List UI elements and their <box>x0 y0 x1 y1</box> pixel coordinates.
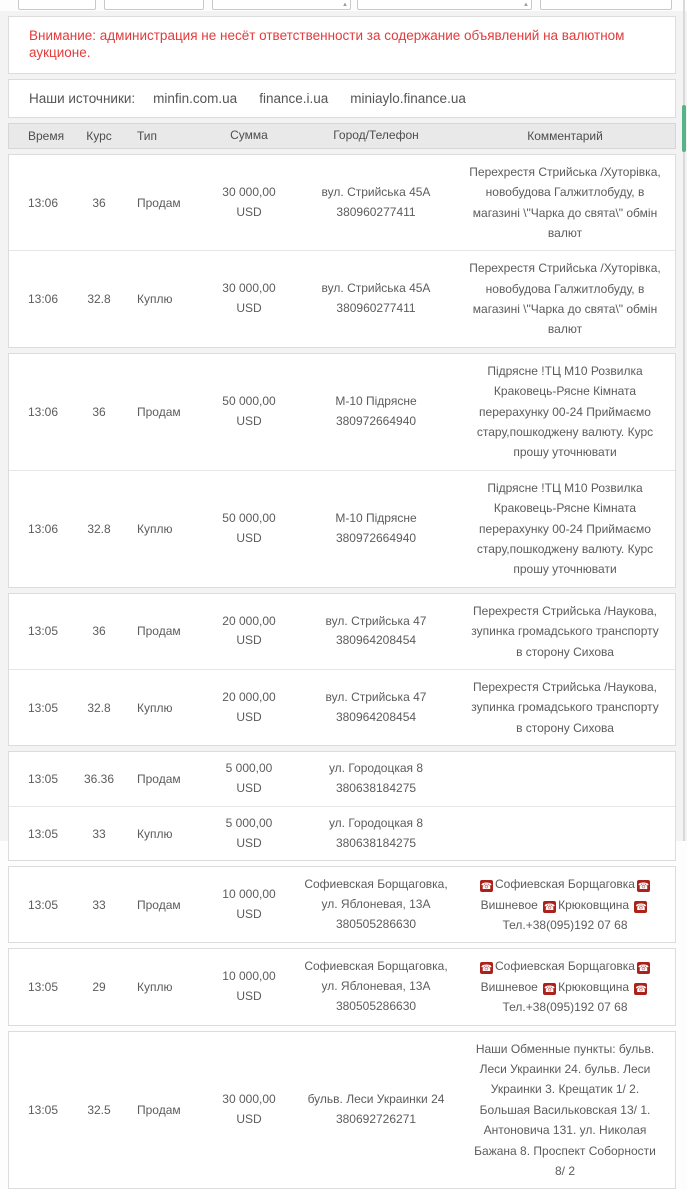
offer-city-phone: бульв. Леси Украинки 24 380692726271 <box>307 1092 445 1127</box>
offer-amount: 30 000,00 USD <box>222 1092 276 1127</box>
phone-icon: ☎ <box>544 983 556 994</box>
column-header-rate: Курс <box>86 128 112 143</box>
offer-comment: Підрясне !ТЦ М10 Розвилка Краковець-Рясне Кімната перерахунку 00-24 Приймаємо стару,пошкоджену валюту. Курс прошу уточнювати <box>476 480 654 577</box>
offer-amount: 5 000,00 USD <box>225 815 273 850</box>
offer-comment: Перехрестя Стрийська /Хуторівка, новобудова Галжитлобуду, в магазині \"Чарка до свята\" обмін валют <box>469 164 661 240</box>
phone-icon: ☎ <box>635 983 647 994</box>
filter-bar <box>0 0 687 11</box>
warning-banner <box>8 16 676 74</box>
offer-type: Куплю <box>137 521 173 536</box>
offer-type: Продам <box>137 897 181 912</box>
offer-comment: Перехрестя Стрийська /Наукова, зупинка громадського транспорту в сторону Сихова <box>471 679 659 735</box>
offer-time: 13:05 <box>28 897 59 912</box>
filter-input-2[interactable] <box>104 0 204 10</box>
column-header-type: Тип <box>137 128 158 143</box>
offer-time: 13:05 <box>28 980 59 995</box>
offer-rate: 36 <box>92 195 106 210</box>
offer-type: Куплю <box>137 980 173 995</box>
offer-city-phone: ул. Городоцкая 8 380638184275 <box>328 815 424 850</box>
phone-icon: ☎ <box>637 881 650 892</box>
offer-city-phone: вул. Стрийська 45А 380960277411 <box>321 281 431 316</box>
offer-comment: Перехрестя Стрийська /Наукова, зупинка громадського транспорту в сторону Сихова <box>471 603 659 659</box>
offer-time: 13:05 <box>28 624 59 639</box>
offer-card <box>8 948 676 1025</box>
offer-city-phone: ул. Городоцкая 8 380638184275 <box>328 761 424 795</box>
sources-bar <box>8 79 676 118</box>
offer-amount: 30 000,00 USD <box>222 281 276 316</box>
filter-input-1[interactable] <box>18 0 96 10</box>
offer-type: Куплю <box>137 826 173 841</box>
phone-icon: ☎ <box>637 963 650 974</box>
offer-amount: 20 000,00 USD <box>222 689 276 724</box>
phone-icon: ☎ <box>635 901 647 912</box>
offer-rate: 29 <box>92 980 106 995</box>
offer-city-phone: вул. Стрийська 45А 380960277411 <box>321 184 431 219</box>
offer-rate: 32.8 <box>87 700 111 715</box>
offer-row[interactable] <box>9 867 675 942</box>
offer-time: 13:05 <box>28 771 59 786</box>
offer-type: Продам <box>137 1103 181 1118</box>
column-header-comment: Комментарий <box>527 128 603 143</box>
filter-input-5[interactable] <box>540 0 672 10</box>
offer-row[interactable] <box>9 594 675 669</box>
offer-city-phone: М-10 Підрясне 380972664940 <box>335 511 417 545</box>
offer-rate: 32.8 <box>87 292 111 307</box>
source-link-miniaylo[interactable]: miniaylo.finance.ua <box>350 90 466 106</box>
offer-card <box>8 866 676 943</box>
offer-list <box>0 154 687 1189</box>
offer-type: Куплю <box>137 700 173 715</box>
offer-amount: 30 000,00 USD <box>222 184 276 219</box>
offer-city-phone: Софиевская Борщаговка, ул. Яблоневая, 13А 380505286630 <box>304 959 448 1013</box>
offer-rate: 36 <box>92 624 106 639</box>
offer-city-phone: вул. Стрийська 47 380964208454 <box>325 613 427 648</box>
offer-comment: ☎ Софиевская Борщаговка ☎ Вишневое ☎ Крюковщина ☎ Тел.+38(095)192 07 68 <box>480 877 650 933</box>
offer-row[interactable] <box>9 354 675 470</box>
offer-row[interactable] <box>9 949 675 1024</box>
offer-card <box>8 353 676 588</box>
offer-card <box>8 751 676 861</box>
offer-time: 13:05 <box>28 700 59 715</box>
offer-time: 13:06 <box>28 521 59 536</box>
sources-label: Наши источники: <box>29 90 136 106</box>
column-header-city: Город/Телефон <box>333 127 419 142</box>
offer-comment: Наши Обменные пункты: бульв. Леси Украинки 24. бульв. Леси Украинки 3. Крещатик 1/ 2. Большая Васильковская 13/ 1. Антоновича 131. ул. Николая Бажана 8. Проспект Соборности 8/ 2 <box>474 1041 656 1178</box>
offer-time: 13:06 <box>28 292 59 307</box>
column-header-time: Время <box>28 128 65 143</box>
offer-city-phone: М-10 Підрясне 380972664940 <box>335 394 417 428</box>
phone-icon: ☎ <box>480 881 493 892</box>
offer-amount: 10 000,00 USD <box>222 969 276 1004</box>
offer-card <box>8 1031 676 1189</box>
offer-type: Продам <box>137 404 181 419</box>
offer-amount: 5 000,00 USD <box>225 761 273 795</box>
offer-type: Продам <box>137 195 181 210</box>
column-header-amount: Сумма <box>230 127 268 142</box>
offer-card <box>8 154 676 348</box>
source-link-finance[interactable]: finance.i.ua <box>259 90 329 106</box>
offer-rate: 33 <box>92 897 106 912</box>
offer-row[interactable] <box>9 752 675 806</box>
table-header <box>8 123 676 149</box>
offer-type: Продам <box>137 624 181 639</box>
offer-rate: 32.5 <box>87 1103 111 1118</box>
offer-rate: 36.36 <box>83 771 115 786</box>
offer-amount: 10 000,00 USD <box>222 887 276 921</box>
offer-amount: 50 000,00 USD <box>222 394 276 428</box>
offer-rate: 32.8 <box>87 521 111 536</box>
scrollbar-thumb[interactable] <box>682 105 686 152</box>
offer-time: 13:05 <box>28 826 59 841</box>
offer-time: 13:06 <box>28 404 59 419</box>
filter-input-3[interactable] <box>212 0 351 10</box>
filter-input-4[interactable] <box>357 0 532 10</box>
offer-amount: 20 000,00 USD <box>222 613 276 648</box>
offer-amount: 50 000,00 USD <box>222 511 276 545</box>
offer-comment: Підрясне !ТЦ М10 Розвилка Краковець-Рясне Кімната перерахунку 00-24 Приймаємо стару,пошкоджену валюту. Курс прошу уточнювати <box>476 363 654 460</box>
offer-type: Куплю <box>137 292 173 307</box>
offer-rate: 33 <box>92 826 106 841</box>
offer-row[interactable] <box>9 470 675 587</box>
offer-row[interactable] <box>9 155 675 251</box>
offer-row[interactable] <box>9 250 675 347</box>
offer-row[interactable] <box>9 669 675 745</box>
warning-text: Внимание: администрация не несёт ответственности за содержание объявлений на валютном аукционе. <box>29 28 625 60</box>
offer-card <box>8 593 676 746</box>
offer-time: 13:06 <box>28 195 59 210</box>
offer-row[interactable] <box>9 806 675 861</box>
offer-city-phone: вул. Стрийська 47 380964208454 <box>325 689 427 724</box>
offer-type: Продам <box>137 771 181 786</box>
spinner-up-icon[interactable]: ▲ <box>523 2 529 8</box>
offer-comment: ☎ Софиевская Борщаговка ☎ Вишневое ☎ Крюковщина ☎ Тел.+38(095)192 07 68 <box>480 959 650 1015</box>
offer-row[interactable] <box>9 1032 675 1189</box>
offer-comment: Перехрестя Стрийська /Хуторівка, новобудова Галжитлобуду, в магазині \"Чарка до свята\" обмін валют <box>469 261 661 337</box>
spinner-up-icon[interactable]: ▲ <box>342 2 348 8</box>
phone-icon: ☎ <box>544 901 556 912</box>
offer-rate: 36 <box>92 404 106 419</box>
offer-city-phone: Софиевская Борщаговка, ул. Яблоневая, 13А 380505286630 <box>304 877 448 931</box>
source-link-minfin[interactable]: minfin.com.ua <box>153 90 238 106</box>
offer-time: 13:05 <box>28 1103 59 1118</box>
phone-icon: ☎ <box>480 963 493 974</box>
